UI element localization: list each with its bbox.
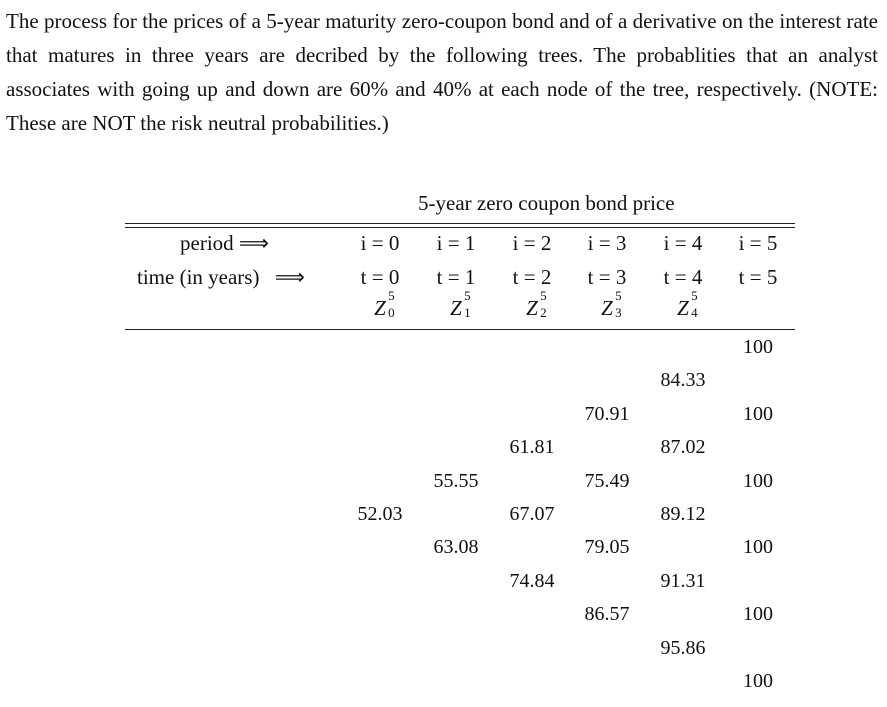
tree-node: 79.05 — [584, 536, 630, 559]
tree-node: 74.84 — [509, 569, 555, 592]
price-symbol-sup: 5 — [615, 288, 622, 303]
period-row-label — [180, 231, 269, 256]
tree-node: 70.91 — [584, 402, 630, 425]
tree-node: 100 — [743, 469, 773, 492]
price-symbol-base: Z 5 1 — [450, 288, 471, 320]
price-symbol-base: Z 5 3 — [601, 288, 622, 320]
price-symbol-sub: 1 — [464, 305, 471, 320]
price-symbol-sub: 3 — [615, 305, 622, 320]
price-symbol-base: Z 5 4 — [677, 288, 698, 320]
price-symbol-3 — [572, 288, 642, 321]
problem-statement: The process for the prices of a 5-year maturity zero-coupon bond and of a derivative on the interest rate that matures in three years are decribed by the following trees. The probablities that an analyst associates with going up and down are 60% and 40% at each node of the tree, respectively. (NOTE: These are NOT the risk neutral probabilities.) — [6, 9, 878, 135]
time-arrow: ⟹ — [274, 265, 305, 289]
price-symbol-sup: 5 — [464, 288, 471, 303]
period-header-0: i = 0 — [360, 231, 400, 255]
tree-node: 61.81 — [509, 436, 555, 459]
header-separator-rule — [125, 329, 795, 330]
tree-node: 100 — [743, 603, 773, 626]
period-header-1: i = 1 — [436, 231, 476, 255]
time-header-0: t = 0 — [360, 265, 400, 289]
tree-node: 95.86 — [660, 636, 706, 659]
tree-node: 67.07 — [509, 503, 555, 525]
price-symbol-sup: 5 — [691, 288, 698, 303]
time-header-1: t = 1 — [436, 265, 476, 289]
period-arrow: ⟹ — [238, 231, 270, 255]
tree-node: 91.31 — [660, 569, 706, 592]
tree-node: 100 — [743, 670, 773, 692]
tree-node: 87.02 — [660, 436, 706, 459]
price-symbol-base: Z 5 0 — [374, 288, 395, 320]
table-caption: 5-year zero coupon bond price — [418, 191, 675, 215]
tree-node: 100 — [743, 336, 773, 358]
price-symbol-sup: 5 — [388, 288, 395, 303]
tree-node: 86.57 — [584, 603, 630, 626]
period-header-2: i = 2 — [512, 231, 552, 255]
tree-node: 89.12 — [660, 503, 706, 525]
price-symbol-4 — [648, 288, 718, 321]
tree-node: 63.08 — [433, 536, 479, 559]
period-header-4: i = 4 — [663, 231, 703, 255]
time-header-3: t = 3 — [587, 265, 627, 289]
top-double-rule-2 — [125, 227, 795, 228]
time-row-label — [137, 265, 305, 290]
period-header-3: i = 3 — [587, 231, 627, 255]
price-symbol-sup: 5 — [540, 288, 547, 303]
price-symbol-1 — [421, 288, 491, 321]
tree-node: 100 — [743, 536, 773, 559]
price-symbol-2 — [497, 288, 567, 321]
time-header-2: t = 2 — [512, 265, 552, 289]
tree-node: 75.49 — [584, 469, 630, 492]
price-symbol-base: Z 5 2 — [526, 288, 547, 320]
tree-node: 52.03 — [357, 503, 403, 525]
top-double-rule-1 — [125, 223, 795, 224]
price-symbol-sub: 2 — [540, 305, 547, 320]
time-header-4: t = 4 — [663, 265, 703, 289]
tree-node: 84.33 — [660, 369, 706, 392]
time-label-text: time (in years) — [137, 265, 260, 289]
price-symbol-sub: 0 — [388, 305, 395, 320]
period-header-5: i = 5 — [738, 231, 778, 255]
period-label-text: period — [180, 231, 234, 255]
time-header-5: t = 5 — [738, 265, 778, 289]
tree-node: 55.55 — [433, 469, 479, 492]
price-symbol-sub: 4 — [691, 305, 698, 320]
price-symbol-0 — [345, 288, 415, 321]
tree-node: 100 — [743, 402, 773, 425]
